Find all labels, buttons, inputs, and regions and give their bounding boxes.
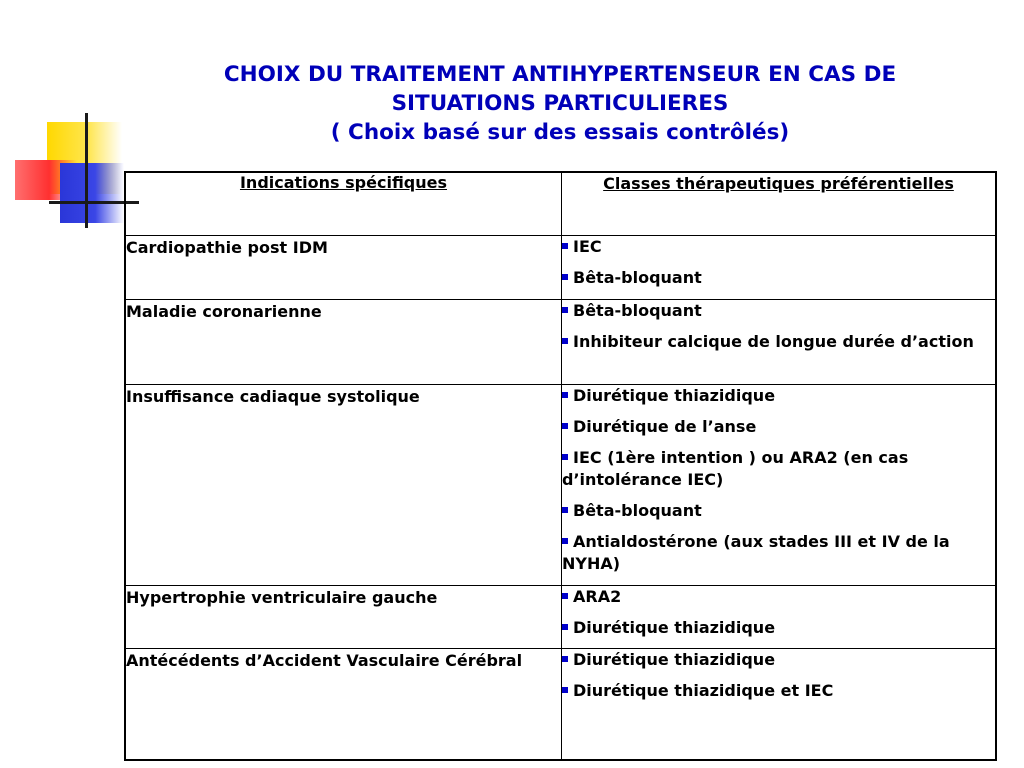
indication-cell: Cardiopathie post IDM [125,236,562,300]
bullet-icon [562,593,568,599]
table-row [125,385,996,586]
list-item: Bêta-bloquant [562,267,995,289]
bullet-icon [562,338,568,344]
list-item: Antialdostérone (aux stades III et IV de la NYHA) [562,532,950,573]
treatment-table [124,171,997,761]
slide-title [140,60,980,147]
classes-cell [562,300,997,385]
bullet-icon [562,656,568,662]
table-header-row [125,172,996,236]
list-item: ARA2 [562,586,995,608]
bullet-icon [562,624,568,630]
title-line-1: CHOIX DU TRAITEMENT ANTIHYPERTENSEUR EN CAS DE [223,62,897,87]
bullet-icon [562,274,568,280]
indication-cell: Maladie coronarienne [125,300,562,385]
decorative-vertical-line [85,113,88,228]
bullet-icon [562,538,568,544]
list-item: Diurétique thiazidique [562,649,995,671]
table-row [125,300,996,385]
header-indications: Indications spécifiques [125,172,562,236]
decorative-blue-square [60,163,124,223]
title-line-3: ( Choix basé sur des essais contrôlés) [330,120,790,145]
list-item: IEC (1ère intention ) ou ARA2 (en cas d’intolérance IEC) [562,448,909,489]
classes-cell [562,649,997,761]
header-classes: Classes thérapeutiques préférentielles [562,172,997,236]
table-row [125,586,996,649]
classes-cell [562,586,997,649]
list-item: Diurétique thiazidique et IEC [562,680,995,702]
list-item: Bêta-bloquant [562,500,995,522]
bullet-icon [562,423,568,429]
list-item: Bêta-bloquant [562,300,995,322]
bullet-icon [562,243,568,249]
list-item: Diurétique de l’anse [562,416,995,438]
list-item: Diurétique thiazidique [562,617,995,639]
list-item: Diurétique thiazidique [562,385,995,407]
list-item: Inhibiteur calcique de longue durée d’action [562,331,995,353]
title-line-2: SITUATIONS PARTICULIERES [391,91,729,116]
table-row [125,236,996,300]
bullet-icon [562,307,568,313]
indication-cell: Antécédents d’Accident Vasculaire Cérébral [125,649,562,761]
bullet-icon [562,687,568,693]
classes-cell [562,236,997,300]
indication-cell: Hypertrophie ventriculaire gauche [125,586,562,649]
bullet-icon [562,392,568,398]
bullet-icon [562,507,568,513]
table-row [125,649,996,761]
list-item: IEC [562,236,995,258]
indication-cell: Insuffisance cadiaque systolique [125,385,562,586]
bullet-icon [562,454,568,460]
classes-cell [562,385,997,586]
